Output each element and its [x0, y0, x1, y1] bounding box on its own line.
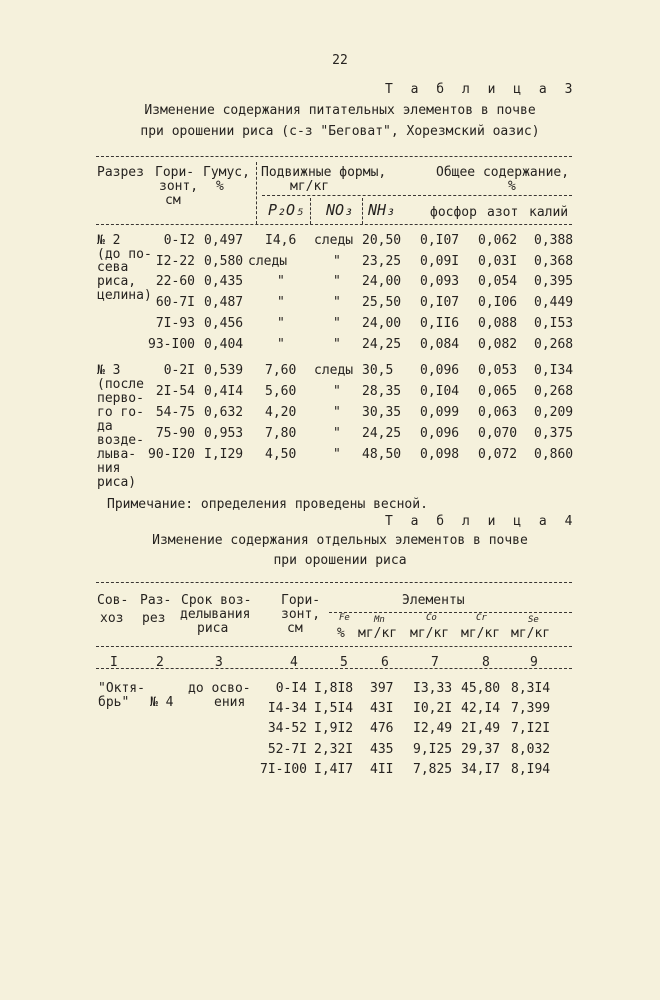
cell-horizon: 52-7I: [267, 742, 307, 757]
t3-g2-label-7: лыва-: [97, 447, 137, 462]
t4-colnum-1: I: [110, 655, 118, 670]
cell-nh3: 28,35: [362, 384, 402, 399]
cell-gumus: I,I29: [204, 447, 244, 462]
cell-az: 0,03I: [478, 254, 518, 269]
table3-top-rule: [96, 156, 572, 157]
t3-h-kaliy: калий: [529, 205, 569, 220]
cell-p2o5: ": [277, 316, 285, 331]
t3-h-p2o5: P₂O₅: [268, 201, 305, 219]
cell-k: 0,I53: [534, 316, 574, 331]
t3-mid-rule: [262, 195, 572, 196]
cell-fe: I,4I7: [314, 762, 354, 777]
cell-az: 0,088: [478, 316, 518, 331]
table4-title-line2: при орошении риса: [273, 553, 407, 568]
cell-horizon: 0-I2: [163, 233, 195, 248]
cell-mn: 43I: [370, 701, 394, 716]
cell-p2o5: ": [277, 295, 285, 310]
t4-h-se-unit: мг/кг: [511, 626, 551, 641]
cell-az: 0,065: [478, 384, 518, 399]
cell-se: 7,399: [511, 701, 551, 716]
t4-h-sov-2: хоз: [100, 611, 124, 626]
t3-g2-label-8: ния: [97, 461, 121, 476]
cell-no3: ": [333, 274, 341, 289]
cell-gumus: 0,456: [204, 316, 244, 331]
cell-fe: I,8I8: [314, 681, 354, 696]
t4-h-co: Co: [426, 613, 437, 623]
cell-phos: 0,084: [420, 337, 460, 352]
cell-gumus: 0,497: [204, 233, 244, 248]
cell-horizon: 7I-I00: [260, 762, 307, 777]
cell-co: I2,49: [413, 721, 453, 736]
t4-h-srok-2: делывания: [180, 607, 251, 622]
t4-header-rule: [96, 646, 572, 647]
t3-h-no3: NO₃: [326, 201, 354, 219]
cell-co: I3,33: [413, 681, 453, 696]
cell-nh3: 20,50: [362, 233, 402, 248]
t4-colnum-8: 8: [482, 655, 490, 670]
cell-p2o5: 7,60: [265, 363, 297, 378]
cell-gumus: 0,953: [204, 426, 244, 441]
t3-h-obsh-1: Общее содержание,: [436, 165, 570, 180]
cell-gumus: 0,487: [204, 295, 244, 310]
t4-h-fe: Fe: [339, 613, 350, 623]
cell-horizon: 2I-54: [155, 384, 195, 399]
cell-az: 0,070: [478, 426, 518, 441]
cell-nh3: 25,50: [362, 295, 402, 310]
cell-fe: I,5I4: [314, 701, 354, 716]
page-number: 22: [332, 53, 348, 68]
table4-title-line1: Изменение содержания отдельных элементов в почве: [152, 533, 528, 548]
cell-horizon: 22-60: [155, 274, 195, 289]
cell-phos: 0,I04: [420, 384, 460, 399]
t3-g2-label-1: № 3: [97, 363, 121, 378]
cell-p2o5: 5,60: [265, 384, 297, 399]
cell-co: I0,2I: [413, 701, 453, 716]
t4-sovkhoz-2: брь": [98, 695, 130, 710]
cell-phos: 0,099: [420, 405, 460, 420]
cell-se: 8,I94: [511, 762, 551, 777]
t4-colnum-4: 4: [290, 655, 298, 670]
cell-no3: ": [333, 295, 341, 310]
t3-h-fosfor: фосфор: [430, 205, 477, 220]
t3-g2-label-4: го го-: [97, 405, 144, 420]
t4-h-mn-unit: мг/кг: [358, 626, 398, 641]
t4-colnum-5: 5: [340, 655, 348, 670]
t4-h-cr: Cr: [476, 613, 487, 623]
cell-az: 0,054: [478, 274, 518, 289]
cell-horizon: 0-I4: [275, 681, 307, 696]
cell-az: 0,072: [478, 447, 518, 462]
t3-h-gumus-2: %: [216, 179, 224, 194]
table4-label: Т а б л и ц а 4: [385, 514, 578, 529]
cell-az: 0,063: [478, 405, 518, 420]
t4-h-raz-2: рез: [142, 611, 166, 626]
cell-no3: ": [333, 426, 341, 441]
t4-sovkhoz-1: "Октя-: [98, 681, 145, 696]
t3-g1-label-5: целина): [97, 288, 152, 303]
cell-nh3: 23,25: [362, 254, 402, 269]
table3-label: Т а б л и ц а 3: [385, 82, 578, 97]
table3-title-line1: Изменение содержания питательных элементов в почве: [144, 103, 536, 118]
cell-horizon: 75-90: [155, 426, 195, 441]
t4-srok-2: ения: [214, 695, 246, 710]
t3-vrule-1: [256, 162, 257, 224]
cell-horizon: I2-22: [155, 254, 195, 269]
t4-h-srok-3: риса: [197, 621, 229, 636]
t3-h-podv-2: мг/кг: [290, 179, 330, 194]
cell-cr: 34,I7: [461, 762, 501, 777]
t4-colnum-9: 9: [530, 655, 538, 670]
t3-h-gorizont-1: Гори-: [155, 165, 195, 180]
cell-no3: ": [333, 337, 341, 352]
t4-colnum-7: 7: [431, 655, 439, 670]
t3-h-gumus-1: Гумус,: [203, 165, 250, 180]
cell-k: 0,268: [534, 384, 574, 399]
cell-horizon: 7I-93: [155, 316, 195, 331]
t3-g2-label-3: перво-: [97, 391, 144, 406]
table3-note: Примечание: определения проведены весной.: [107, 497, 428, 512]
t4-srok-1: до осво-: [188, 681, 251, 696]
cell-no3: ": [333, 384, 341, 399]
cell-horizon: 34-52: [267, 721, 307, 736]
cell-cr: 2I,49: [461, 721, 501, 736]
cell-no3: ": [333, 254, 341, 269]
t4-h-elements: Элементы: [402, 593, 465, 608]
t3-g2-label-6: возде-: [97, 433, 144, 448]
cell-horizon: I4-34: [267, 701, 307, 716]
t4-h-mn: Mn: [374, 615, 385, 625]
cell-az: 0,053: [478, 363, 518, 378]
cell-mn: 397: [370, 681, 394, 696]
cell-no3: ": [333, 405, 341, 420]
t3-g1-label-4: риса,: [97, 274, 137, 289]
cell-az: 0,I06: [478, 295, 518, 310]
t3-g2-label-2: (после: [97, 377, 144, 392]
cell-no3: следы: [314, 233, 354, 248]
cell-horizon: 60-7I: [155, 295, 195, 310]
cell-nh3: 48,50: [362, 447, 402, 462]
t3-header-bottom-rule: [96, 224, 572, 225]
t4-h-se: Se: [528, 615, 539, 625]
cell-phos: 0,I07: [420, 233, 460, 248]
t4-h-co-unit: мг/кг: [410, 626, 450, 641]
t4-h-gor-3: см: [287, 621, 303, 636]
cell-no3: ": [333, 447, 341, 462]
cell-nh3: 30,35: [362, 405, 402, 420]
cell-k: 0,449: [534, 295, 574, 310]
t3-vrule-2: [310, 198, 311, 224]
t4-h-sov-1: Сов-: [97, 593, 129, 608]
cell-horizon: 54-75: [155, 405, 195, 420]
cell-k: 0,375: [534, 426, 574, 441]
cell-p2o5: 4,50: [265, 447, 297, 462]
t3-vrule-3: [362, 198, 363, 224]
t4-colnum-2: 2: [156, 655, 164, 670]
t4-h-cr-unit: мг/кг: [461, 626, 501, 641]
cell-p2o5: ": [277, 337, 285, 352]
t3-h-razrez: Разрез: [97, 165, 144, 180]
cell-horizon: 93-I00: [148, 337, 195, 352]
cell-fe: I,9I2: [314, 721, 354, 736]
cell-no3: следы: [314, 363, 354, 378]
cell-nh3: 24,00: [362, 316, 402, 331]
t3-g2-label-5: да: [97, 419, 113, 434]
cell-gumus: 0,539: [204, 363, 244, 378]
t4-h-fe-unit: %: [337, 626, 345, 641]
cell-k: 0,268: [534, 337, 574, 352]
cell-se: 8,032: [511, 742, 551, 757]
cell-p2o5: I4,6: [265, 233, 297, 248]
cell-mn: 4II: [370, 762, 394, 777]
cell-phos: 0,09I: [420, 254, 460, 269]
cell-fe: 2,32I: [314, 742, 354, 757]
cell-nh3: 24,25: [362, 426, 402, 441]
t3-h-podv-1: Подвижные формы,: [261, 165, 387, 180]
t3-h-gorizont-3: см: [165, 193, 181, 208]
cell-k: 0,209: [534, 405, 574, 420]
cell-gumus: 0,580: [204, 254, 244, 269]
cell-gumus: 0,4I4: [204, 384, 244, 399]
cell-gumus: 0,404: [204, 337, 244, 352]
cell-k: 0,368: [534, 254, 574, 269]
cell-phos: 0,096: [420, 426, 460, 441]
t4-colnum-3: 3: [215, 655, 223, 670]
cell-k: 0,I34: [534, 363, 574, 378]
cell-no3: ": [333, 316, 341, 331]
cell-phos: 0,096: [420, 363, 460, 378]
cell-k: 0,395: [534, 274, 574, 289]
cell-az: 0,062: [478, 233, 518, 248]
cell-p2o5: ": [277, 274, 285, 289]
t4-h-gor-1: Гори-: [281, 593, 321, 608]
cell-k: 0,388: [534, 233, 574, 248]
cell-phos: 0,II6: [420, 316, 460, 331]
t4-colnum-6: 6: [381, 655, 389, 670]
cell-nh3: 24,00: [362, 274, 402, 289]
table3-title-line2: при орошении риса (с-з "Беговат", Хорезмский оазис): [140, 124, 540, 139]
cell-gumus: 0,435: [204, 274, 244, 289]
cell-p2o5: следы: [248, 254, 288, 269]
cell-co: 9,I25: [413, 742, 453, 757]
cell-p2o5: 4,20: [265, 405, 297, 420]
t3-h-nh3: NH₃: [368, 201, 396, 219]
cell-co: 7,825: [413, 762, 453, 777]
cell-horizon: 90-I20: [148, 447, 195, 462]
cell-se: 7,I2I: [511, 721, 551, 736]
cell-gumus: 0,632: [204, 405, 244, 420]
cell-se: 8,3I4: [511, 681, 551, 696]
cell-cr: 42,I4: [461, 701, 501, 716]
cell-horizon: 0-2I: [163, 363, 195, 378]
t4-h-gor-2: зонт,: [281, 607, 321, 622]
t3-g1-label-1: № 2: [97, 233, 121, 248]
cell-p2o5: 7,80: [265, 426, 297, 441]
cell-nh3: 30,5: [362, 363, 394, 378]
cell-phos: 0,093: [420, 274, 460, 289]
t3-g1-label-2: (до по-: [97, 247, 152, 262]
cell-cr: 45,80: [461, 681, 501, 696]
t4-razrez: № 4: [150, 695, 174, 710]
t3-h-obsh-2: %: [508, 179, 516, 194]
cell-phos: 0,098: [420, 447, 460, 462]
t4-h-raz-1: Раз-: [140, 593, 172, 608]
t4-h-srok-1: Срок воз-: [181, 593, 252, 608]
t3-g1-label-3: сева: [97, 260, 129, 275]
t4-numbers-rule: [96, 668, 572, 669]
cell-phos: 0,I07: [420, 295, 460, 310]
cell-az: 0,082: [478, 337, 518, 352]
t3-h-gorizont-2: зонт,: [159, 179, 199, 194]
cell-nh3: 24,25: [362, 337, 402, 352]
cell-cr: 29,37: [461, 742, 501, 757]
cell-mn: 435: [370, 742, 394, 757]
table4-top-rule: [96, 582, 572, 583]
t3-g2-label-9: риса): [97, 475, 137, 490]
cell-mn: 476: [370, 721, 394, 736]
cell-k: 0,860: [534, 447, 574, 462]
t3-h-azot: азот: [487, 205, 519, 220]
